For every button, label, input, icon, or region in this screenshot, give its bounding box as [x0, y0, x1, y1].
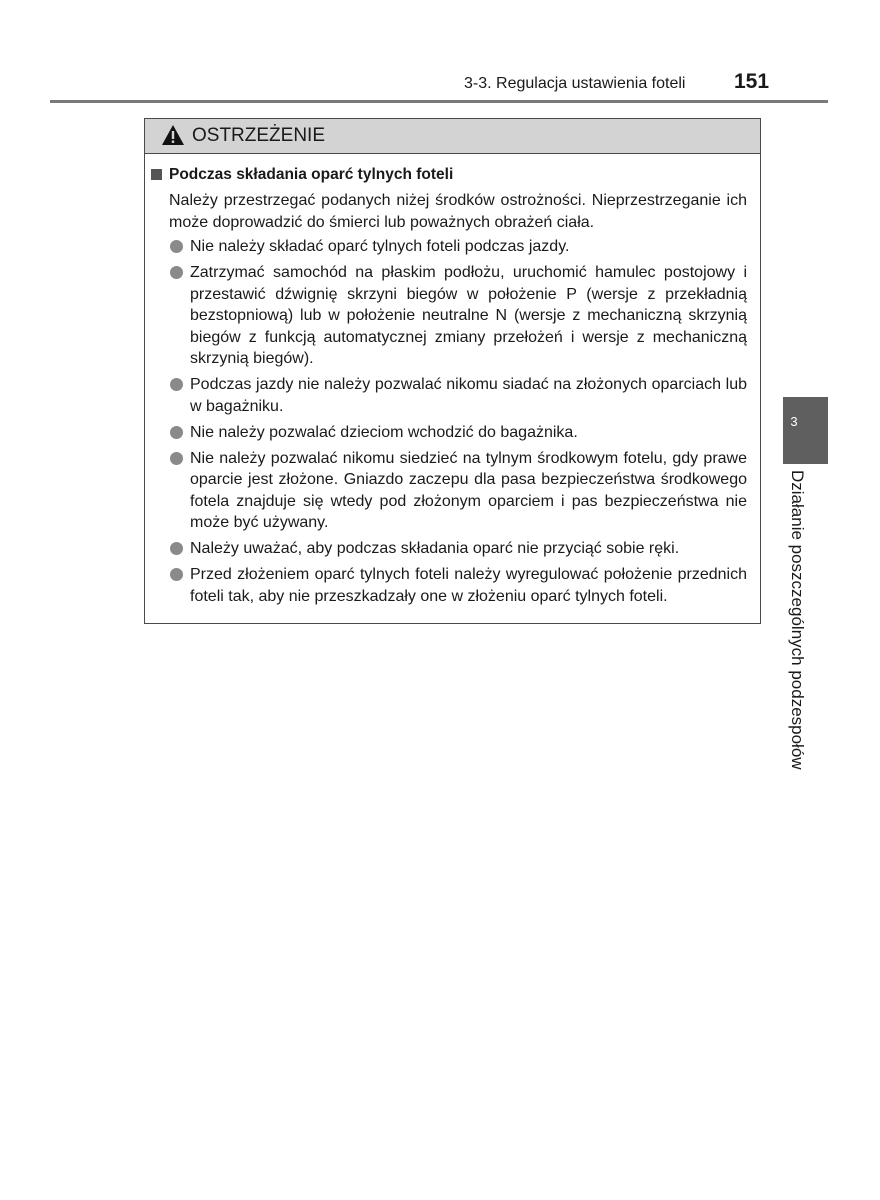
warning-box	[144, 118, 761, 624]
bullet-dot-icon	[170, 568, 183, 581]
list-item-text: Przed złożeniem oparć tylnych foteli należy wyregulować położenie przednich foteli tak, aby nie przeszkadzały one w złożeniu oparć tylnych foteli.	[190, 566, 747, 605]
header-divider	[50, 100, 828, 103]
page-number: 151	[734, 70, 770, 93]
warning-subheading	[151, 165, 453, 185]
warning-header	[145, 119, 760, 154]
list-item	[169, 448, 747, 534]
list-item-text: Nie należy składać oparć tylnych foteli podczas jazdy.	[190, 238, 570, 255]
list-item-text: Podczas jazdy nie należy pozwalać nikomu siadać na złożonych oparciach lub w bagażniku.	[190, 376, 747, 415]
bullet-dot-icon	[170, 452, 183, 465]
list-item-text: Należy uważać, aby podczas składania oparć nie przyciąć sobie ręki.	[190, 540, 680, 557]
list-item	[169, 564, 747, 607]
bullet-dot-icon	[170, 542, 183, 555]
list-item	[169, 374, 747, 417]
square-bullet-icon	[151, 169, 162, 180]
warning-bullet-list	[169, 236, 747, 612]
bullet-dot-icon	[170, 240, 183, 253]
warning-subheading-text: Podczas składania oparć tylnych foteli	[169, 166, 454, 183]
list-item	[169, 422, 747, 444]
chapter-number: 3	[790, 414, 798, 429]
warning-title: OSTRZEŻENIE	[192, 125, 326, 146]
list-item-text: Zatrzymać samochód na płaskim podłożu, uruchomić hamulec postojowy i przestawić dźwignię skrzyni biegów w położenie P (wersje z przekładnią bezstopniową) lub w położenie neutralne N (wersje z mechaniczną skrzynią biegów z funkcją automatycznej zmiany przełożeń i wersje z mechaniczną skrzynią biegów).	[190, 264, 747, 367]
chapter-tab	[783, 397, 828, 464]
warning-intro: Należy przestrzegać podanych niżej środków ostrożności. Nieprzestrzeganie ich może doprowadzić do śmierci lub poważnych obrażeń ciała.	[169, 192, 747, 231]
list-item	[169, 236, 747, 258]
bullet-dot-icon	[170, 378, 183, 391]
list-item-text: Nie należy pozwalać nikomu siedzieć na tylnym środkowym fotelu, gdy prawe oparcie jest złożone. Gniazdo zaczepu dla pasa bezpieczeństwa środkowego fotela znajduje się wtedy pod złożonym oparciem i pas bezpieczeństwa nie może być używany.	[190, 449, 747, 531]
bullet-dot-icon	[170, 266, 183, 279]
list-item	[169, 262, 747, 370]
warning-triangle-icon	[161, 124, 185, 146]
list-item-text: Nie należy pozwalać dzieciom wchodzić do bagażnika.	[190, 423, 578, 441]
chapter-title: Działanie poszczególnych podzespołów	[788, 470, 807, 770]
list-item	[169, 538, 747, 560]
header-section-title: 3-3. Regulacja ustawienia foteli	[464, 75, 686, 92]
bullet-dot-icon	[170, 426, 183, 439]
